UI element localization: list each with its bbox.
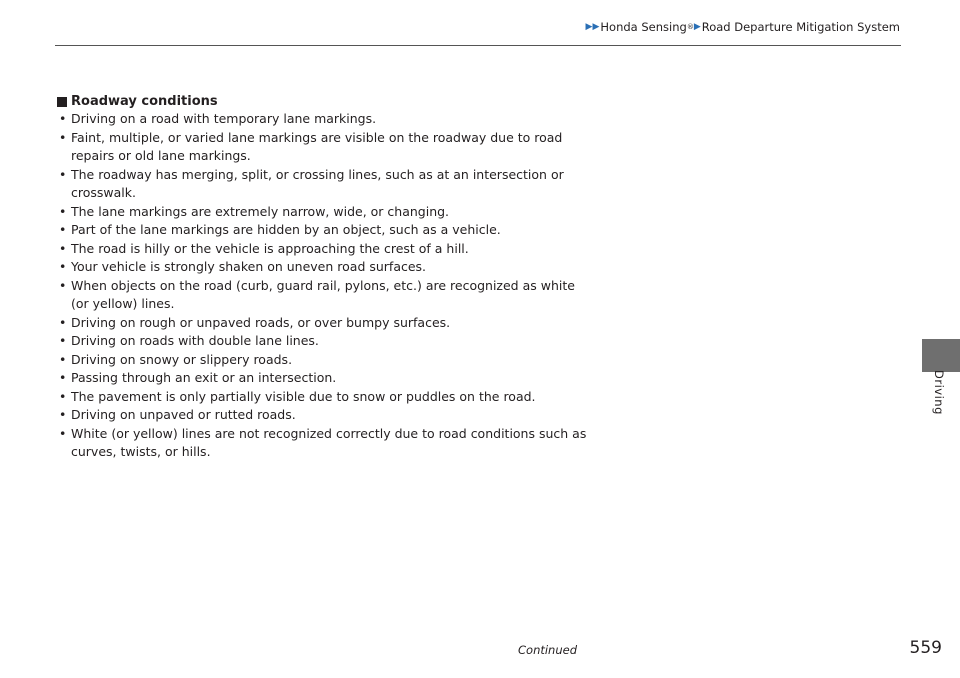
list-item-text: Driving on snowy or slippery roads. <box>71 351 293 367</box>
bullet-icon: • <box>59 111 67 126</box>
arrow-right-icon: ▶ <box>693 22 701 32</box>
breadcrumb <box>586 20 900 34</box>
list-item <box>57 203 587 222</box>
square-bullet-icon <box>57 97 67 107</box>
list-item <box>57 221 587 240</box>
bullet-icon: • <box>59 351 67 367</box>
list-item <box>57 406 587 425</box>
bullet-icon: • <box>59 240 67 256</box>
list-item-text: The roadway has merging, split, or crossing lines, such as at an intersection or crosswalk. <box>71 166 564 200</box>
header-divider <box>55 45 901 46</box>
main-content <box>57 93 587 462</box>
bullet-icon: • <box>59 129 67 145</box>
bullet-icon: • <box>59 222 67 237</box>
list-item <box>57 425 587 462</box>
list-item <box>57 351 587 370</box>
list-item <box>57 332 587 351</box>
bullet-icon: • <box>59 277 67 293</box>
list-item <box>57 110 587 129</box>
breadcrumb-rdm-system: Road Departure Mitigation System <box>701 20 900 34</box>
breadcrumb-honda-sensing: Honda Sensing <box>600 20 687 34</box>
list-item-text: The pavement is only partially visible due to snow or puddles on the road. <box>71 388 536 404</box>
list-item-text: Your vehicle is strongly shaken on uneven road surfaces. <box>71 259 427 274</box>
list-item <box>57 277 587 314</box>
section-title: Roadway conditions <box>71 94 218 109</box>
list-item <box>57 314 587 333</box>
page-number: 559 <box>909 638 942 658</box>
list-item-text: White (or yellow) lines are not recognized correctly due to road conditions such as curves, twists, or hills. <box>71 425 587 459</box>
list-item <box>57 166 587 203</box>
continued-label: Continued <box>518 643 578 657</box>
list-item-text: Driving on roads with double lane lines. <box>71 333 319 348</box>
list-item-text: When objects on the road (curb, guard rail, pylons, etc.) are recognized as white (or yellow) lines. <box>71 277 575 311</box>
list-item-text: Driving on unpaved or rutted roads. <box>71 407 296 422</box>
bullet-icon: • <box>59 388 67 404</box>
bullet-icon: • <box>59 333 67 348</box>
registered-mark: ® <box>686 23 694 31</box>
bullet-icon: • <box>59 314 67 330</box>
list-item-text: Part of the lane markings are hidden by an object, such as a vehicle. <box>71 222 501 237</box>
list-item <box>57 129 587 166</box>
list-item-text: Driving on a road with temporary lane markings. <box>71 111 377 126</box>
list-item-text: The road is hilly or the vehicle is approaching the crest of a hill. <box>71 240 469 256</box>
bullet-icon: • <box>59 407 67 422</box>
bullet-icon: • <box>59 166 67 182</box>
bullet-icon: • <box>59 203 67 219</box>
list-item <box>57 240 587 259</box>
section-heading <box>57 93 587 110</box>
conditions-list <box>57 110 587 462</box>
arrow-right-icon: ▶▶ <box>585 22 600 32</box>
list-item <box>57 369 587 388</box>
chapter-tab <box>922 339 960 372</box>
list-item-text: The lane markings are extremely narrow, wide, or changing. <box>71 203 450 219</box>
list-item-text: Driving on rough or unpaved roads, or over bumpy surfaces. <box>71 314 451 330</box>
list-item-text: Faint, multiple, or varied lane markings are visible on the roadway due to road repairs or old lane markings. <box>71 129 563 163</box>
bullet-icon: • <box>59 370 67 385</box>
bullet-icon: • <box>59 425 67 441</box>
list-item <box>57 258 587 277</box>
chapter-label: Driving <box>932 370 946 415</box>
list-item-text: Passing through an exit or an intersection. <box>71 370 337 385</box>
bullet-icon: • <box>59 259 67 274</box>
list-item <box>57 388 587 407</box>
